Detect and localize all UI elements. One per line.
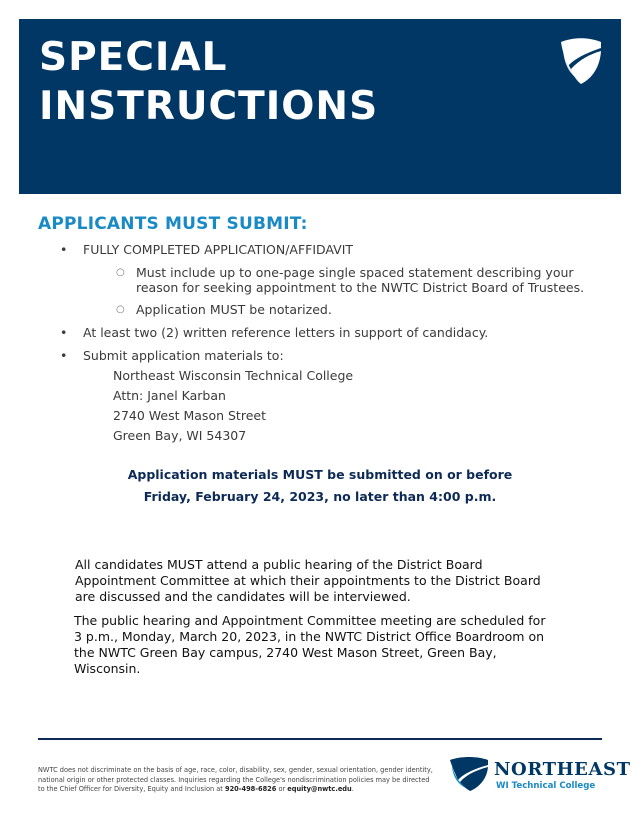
disclaimer-text: NWTC does not discriminate on the basis of age, race, color, disability, sex, gender, sexual orientation, gender identity, national origin or other protected classes. Inquiries regarding the College's nondiscrimination policies may be directed to the Chief Officer for Diversity, Equity and Inclusion at — [38, 766, 433, 793]
diversity-email: equity@nwtc.edu — [287, 785, 352, 793]
shield-chevron-icon — [559, 36, 603, 86]
nwtc-logo-icon — [449, 756, 489, 792]
address-line-city: Green Bay, WI 54307 — [113, 428, 247, 443]
bullet-text: FULLY COMPLETED APPLICATION/AFFIDAVIT — [83, 242, 354, 257]
diversity-phone: 920-498-6826 — [224, 785, 277, 793]
bullet-dot: • — [60, 242, 68, 257]
brand-subtitle: WI Technical College — [496, 781, 596, 791]
sub-bullet-circle: ○ — [116, 304, 125, 315]
deadline-line2: Friday, February 24, 2023, no later than 4:00 p.m. — [143, 489, 497, 504]
schedule-paragraph: The public hearing and Appointment Committee meeting are scheduled for 3 p.m., Monday, March 20, 2023, in the NWTC District Office Boardroom on the NWTC Green Bay campus, 2740 West Mason Street, Green Bay, Wisconsin. — [74, 613, 546, 676]
page-title — [39, 33, 378, 131]
footer-divider — [38, 738, 602, 740]
bullet-text: At least two (2) written reference letters in support of candidacy. — [83, 325, 489, 340]
page-title-line1: SPECIAL — [39, 35, 228, 80]
sub-bullet-circle: ○ — [116, 267, 125, 278]
disclaimer-end: . — [351, 785, 354, 793]
bullet-text: Submit application materials to: — [83, 348, 284, 363]
sub-item-text: Must include up to one-page single spaced statement describing your reason for seeking appointment to the NWTC District Board of Trustees. — [136, 265, 585, 295]
address-line-street: 2740 West Mason Street — [113, 408, 266, 423]
sub-item-text: Application MUST be notarized. — [136, 302, 332, 317]
bullet-dot: • — [60, 348, 68, 363]
section-heading: APPLICANTS MUST SUBMIT: — [38, 214, 308, 234]
header-banner — [19, 19, 621, 194]
bullet-dot: • — [60, 325, 68, 340]
page-title-line2: INSTRUCTIONS — [39, 84, 379, 129]
address-line-college: Northeast Wisconsin Technical College — [113, 368, 354, 383]
deadline-line1: Application materials MUST be submitted on or before — [127, 467, 513, 482]
brand-name: NORTHEAST — [494, 759, 631, 780]
address-line-attn: Attn: Janel Karban — [113, 388, 226, 403]
hearing-paragraph: All candidates MUST attend a public hearing of the District Board Appointment Committee at which their appointments to the District Board are discussed and the candidates will be interviewed. — [75, 557, 541, 604]
nondiscrimination-notice — [38, 766, 433, 795]
disclaimer-or: or — [276, 785, 288, 793]
